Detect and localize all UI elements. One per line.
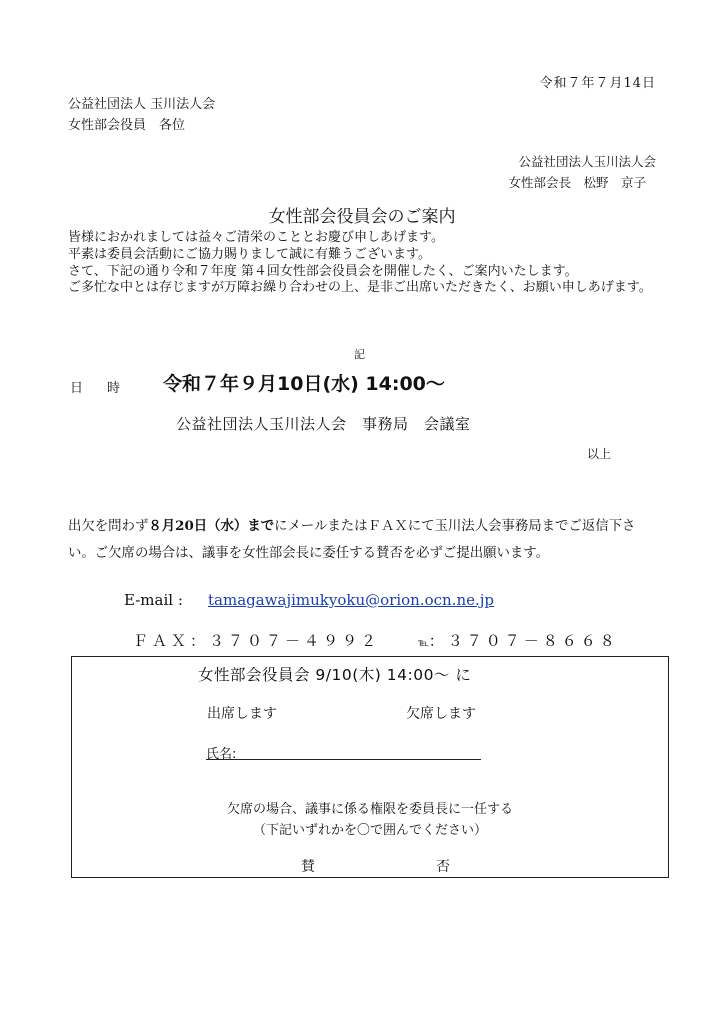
delegate-instruction: （下記いずれかを〇で囲んでください） bbox=[252, 823, 487, 838]
reply-instructions bbox=[68, 513, 660, 567]
email-link[interactable]: tamagawajimukyoku@orion.ocn.ne.jp bbox=[208, 591, 495, 609]
reject-option[interactable]: 否 bbox=[436, 859, 450, 875]
name-label: 氏名: bbox=[206, 747, 237, 762]
reply-pre: 出欠を問わず bbox=[68, 519, 149, 534]
name-field[interactable] bbox=[206, 759, 481, 760]
body-paragraph: 平素は委員会活動にご協力賜りまして誠に有難うございます。 bbox=[68, 246, 431, 262]
sender-name: 女性部会長 松野 京子 bbox=[508, 175, 646, 190]
recipient-org: 公益社団法人 玉川法人会 bbox=[68, 97, 216, 112]
sender-org: 公益社団法人玉川法人会 bbox=[518, 154, 656, 169]
meeting-venue: 公益社団法人玉川法人会 事務局 会議室 bbox=[176, 415, 471, 433]
approve-option[interactable]: 賛 bbox=[301, 859, 315, 875]
body-text bbox=[68, 230, 668, 297]
datetime-label-char: 時 bbox=[107, 381, 123, 396]
tel-value: ：３７０７－８６６８ bbox=[428, 632, 619, 650]
delegate-note: 欠席の場合、議事に係る権限を委員長に一任する bbox=[226, 802, 513, 817]
body-paragraph: さて、下記の通り令和７年度 第４回女性部会役員会を開催したく、ご案内いたします。 bbox=[68, 263, 578, 279]
datetime-label-char: 日 bbox=[70, 381, 86, 396]
attend-option[interactable]: 出席します bbox=[207, 706, 277, 722]
recipient: 女性部会役員 各位 bbox=[68, 118, 186, 133]
tel-number bbox=[418, 630, 619, 651]
datetime-label bbox=[70, 377, 144, 396]
tel-label: ℡ bbox=[418, 638, 429, 649]
ki-heading: 記 bbox=[354, 348, 365, 361]
ijo-closing: 以上 bbox=[587, 447, 612, 461]
absent-option[interactable]: 欠席します bbox=[406, 706, 476, 722]
document-title: 女性部会役員会のご案内 bbox=[268, 207, 456, 227]
reply-deadline: ８月20日（水）まで bbox=[148, 518, 275, 534]
email-label: E-mail : bbox=[124, 591, 183, 609]
reply-post: にメールまたはＦＡＸにて玉川法人会事務局までご返信下さい。ご欠席の場合は、議事を女性部会長に委任する賛否を必ずご提出願います。 bbox=[68, 519, 636, 561]
form-title: 女性部会役員会 9/10(木) 14:00～ に bbox=[198, 666, 472, 684]
reply-form-box bbox=[71, 656, 669, 878]
meeting-datetime: 令和７年９月10日(水) 14:00～ bbox=[163, 373, 445, 395]
document-date: 令和７年７月14日 bbox=[539, 76, 656, 91]
fax-number: ＦＡＸ：３７０７－４９９２ bbox=[133, 632, 381, 650]
body-paragraph: 皆様におかれましては益々ご清栄のこととお慶び申しあげます。 bbox=[68, 230, 444, 245]
body-paragraph: ご多忙な中とは存じますが万障お繰り合わせの上、是非ご出席いただきたく、お願い申しあげます。 bbox=[68, 280, 652, 296]
